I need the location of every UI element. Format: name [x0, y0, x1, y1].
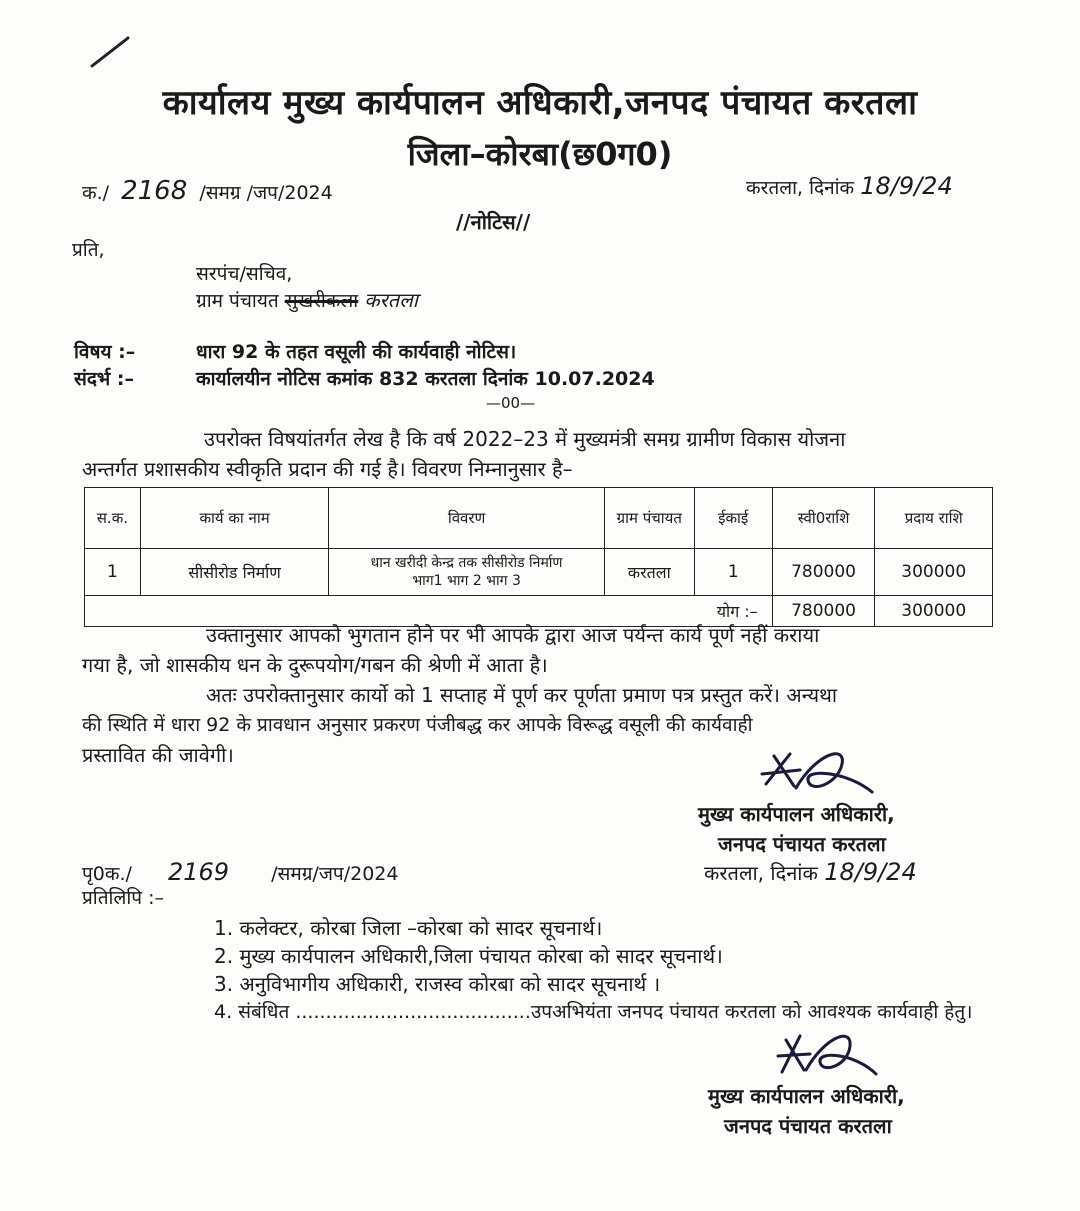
sig2-designation: मुख्य कार्यपालन अधिकारी,: [708, 1084, 905, 1108]
cell-released: 300000: [875, 549, 993, 596]
copy-ref-line: [82, 858, 398, 886]
cell-work-name: सीसीरोड निर्माण: [140, 549, 329, 596]
sig1-place-date-label: करतला, दिनांक: [704, 861, 818, 885]
sig2-office: जनपद पंचायत करतला: [724, 1114, 892, 1138]
cell-panchayat: करतला: [604, 549, 694, 596]
copy-item-3: 3. अनुविभागीय अधिकारी, राजस्व कोरबा को सादर सूचनार्थ ।: [214, 972, 661, 996]
recipient-prefix: ग्राम पंचायत: [196, 290, 279, 312]
reference-text: कार्यालयीन नोटिस कमांक 832 करतला दिनांक 10.07.2024: [196, 368, 655, 390]
col-released: प्रदाय राशि: [875, 488, 993, 549]
signature-2: [770, 1024, 880, 1086]
copy-label: प्रतिलिपि :–: [82, 887, 165, 909]
recipient-line1: सरपंच/सचिव,: [196, 263, 293, 285]
details-line1: धान खरीदी केन्द्र तक सीसीरोड निर्माण: [370, 555, 563, 571]
para2-line2: गया है, जो शासकीय धन के दुरूपयोग/गबन की श्रेणी में आता है।: [82, 653, 548, 677]
copy-ref-number-handwritten: 2169: [167, 858, 230, 886]
ref-line: [82, 176, 333, 206]
recipient-line2: [196, 286, 418, 313]
para1-line1: उपरोक्त विषयांतर्गत लेख है कि वर्ष 2022–23 में मुख्यमंत्री समग्र ग्रामीण विकास योजना: [204, 427, 846, 451]
to-label: प्रति,: [72, 239, 105, 261]
copy-ref-prefix: पृ0क./: [82, 863, 132, 885]
col-sanctioned: स्वी0राशि: [772, 488, 875, 549]
para2-line1: उक्तानुसार आपको भुगतान होने पर भी आपके द्वारा आज पर्यन्त कार्य पूर्ण नहीं कराया: [206, 623, 820, 647]
col-panchayat: ग्राम पंचायत: [604, 488, 694, 549]
table-header-row: [85, 488, 993, 549]
para3-line1: अतः उपरोक्तानुसार कार्यो को 1 सप्ताह में पूर्ण कर पूर्णता प्रमाण पत्र प्रस्तुत करें। अन्यथा: [206, 683, 838, 707]
sig1-place-date: [704, 858, 917, 886]
subject-label: विषय :–: [74, 341, 136, 363]
date-handwritten: 18/9/24: [860, 172, 953, 200]
separator: —00—: [486, 394, 536, 412]
copy-item-4: 4. संबंधित .......................................उपअभियंता जनपद पंचायत करतला को आवश्यक कार्यवाही हेतु।: [214, 1001, 973, 1023]
para1-line2: अन्तर्गत प्रशासकीय स्वीकृति प्रदान की गई है। विवरण निम्नानुसार है–: [82, 457, 573, 481]
office-district: जिला–कोरबा(छ0ग0): [407, 135, 673, 173]
ref-prefix: क./: [82, 182, 110, 204]
office-title: कार्यालय मुख्य कार्यपालन अधिकारी,जनपद पंचायत करतला: [162, 83, 918, 123]
ref-suffix: /समग्र /जप/2024: [199, 182, 333, 204]
notice-heading: //नोटिस//: [456, 210, 531, 234]
place-date: [746, 172, 953, 200]
total-released: 300000: [875, 596, 993, 627]
subject-text: धारा 92 के तहत वसूली की कार्यवाही नोटिस।: [196, 341, 517, 363]
works-table: [84, 487, 993, 627]
sig1-designation: मुख्य कार्यपालन अधिकारी,: [698, 802, 895, 826]
place-date-label: करतला, दिनांक: [746, 177, 855, 199]
total-sanctioned: 780000: [772, 596, 875, 627]
cell-sanctioned: 780000: [772, 549, 875, 596]
copy-item-2: 2. मुख्य कार्यपालन अधिकारी,जिला पंचायत कोरबा को सादर सूचनार्थ।: [214, 944, 723, 968]
copy-item-1: 1. कलेक्टर, कोरबा जिला –कोरबा को सादर सूचनार्थ।: [214, 916, 603, 940]
col-work-name: कार्य का नाम: [140, 488, 329, 549]
details-line2: भाग1 भाग 2 भाग 3: [412, 573, 521, 589]
recipient-handwritten: करतला: [364, 288, 418, 312]
cell-sno: 1: [85, 549, 141, 596]
reference-label: संदर्भ :–: [74, 368, 135, 390]
col-details: विवरण: [329, 488, 604, 549]
para3-line2: की स्थिति में धारा 92 के प्रावधान अनुसार प्रकरण पंजीबद्ध कर आपके विरूद्ध वसूली की कार्यवाही: [82, 714, 753, 736]
cell-unit: 1: [694, 549, 772, 596]
recipient-struck: सुखरीकला: [284, 290, 359, 312]
total-label: योग :–: [716, 602, 758, 621]
cell-details: [329, 549, 604, 596]
copy-ref-suffix: /समग्र/जप/2024: [271, 863, 399, 885]
table-row: [85, 549, 993, 596]
pen-mark: [88, 34, 132, 70]
col-unit: ईकाई: [694, 488, 772, 549]
sig1-date-handwritten: 18/9/24: [824, 858, 917, 886]
signature-1: [756, 744, 876, 808]
para3-line3: प्रस्तावित की जावेगी।: [82, 743, 234, 767]
ref-number-handwritten: 2168: [121, 176, 188, 206]
col-sno: स.क.: [85, 488, 141, 549]
sig1-office: जनपद पंचायत करतला: [718, 832, 886, 856]
